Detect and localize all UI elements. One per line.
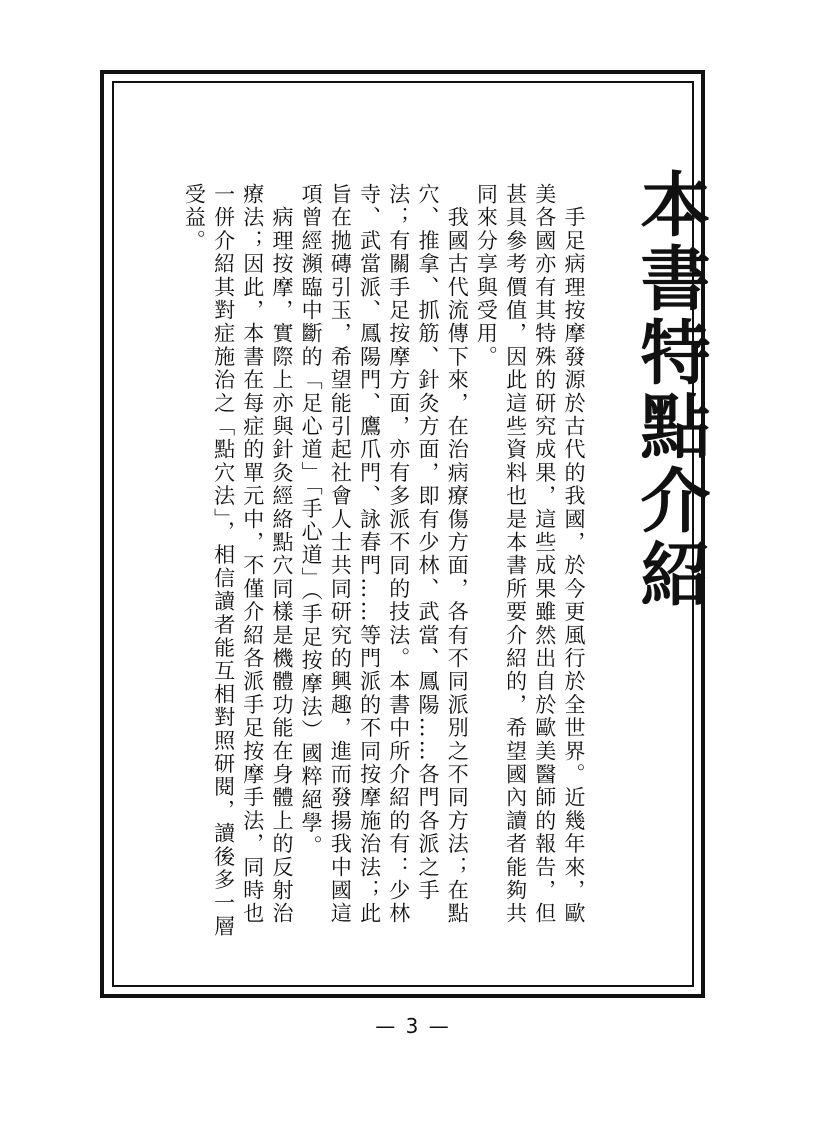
paragraph-3: 病理按摩，實際上亦與針灸經絡點穴同樣是機體功能在身體上的反射治療法；因此，本書在每症的單元中，不僅介紹各派手足按摩手法，同時也一併介紹其對症施治之「點穴法」，相信讀者能互相對照研閱，讀後多一層受益。 [182, 183, 294, 939]
paragraph-1: 手足病理按摩發源於古代的我國，於今更風行於全世界。近幾年來，歐美各國亦有其特殊的研究成果，這些成果雖然出自於歐美醫師的報告，但甚具參考價值，因此這些資料也是本書所要介紹的，希望國內讀者能夠共同來分享與受用。 [474, 183, 586, 926]
page-title: 本書特點介紹 [629, 168, 711, 612]
page-number: — 3 — [375, 1014, 451, 1038]
paragraph-2: 我國古代流傳下來，在治病療傷方面，各有不同派別之不同方法；在點穴、推拿、抓筋、針灸方面，即有少林、武當、鳳陽……各門各派之手法；有關手足按摩方面，亦有多派不同的技法。本書中所介紹的有：少林寺、武當派、鳳陽門、鷹爪門、詠春門……等門派的不同按摩施治法；此旨在拋磚引玉，希望能引起社會人士共同研究的興趣，進而發揚我中國這項曾經瀕臨中斷的「足心道」「手心道」（手足按摩法）國粹絕學。 [299, 183, 470, 926]
body-text [179, 183, 588, 943]
